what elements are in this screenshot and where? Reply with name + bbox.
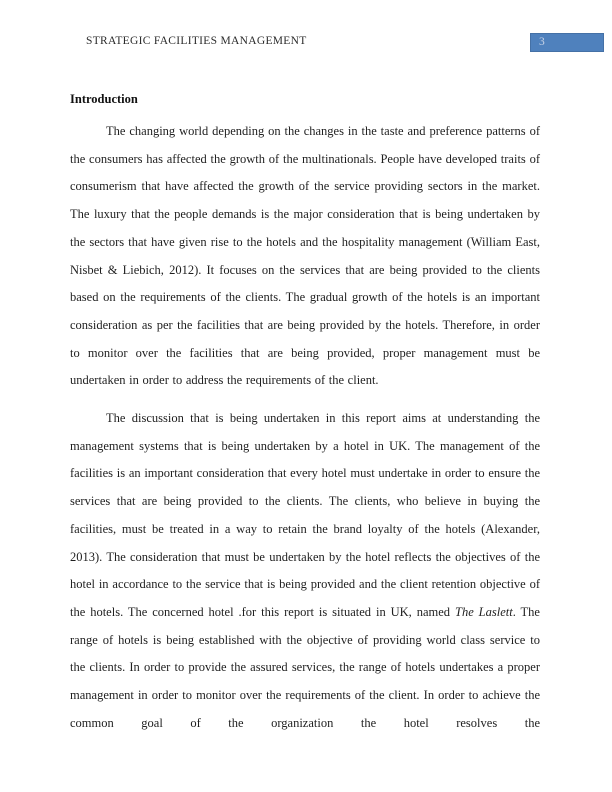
paragraph-2: [70, 405, 540, 737]
paragraph-1: The changing world depending on the changes in the taste and preference patterns of the consumers has affected the growth of the multinationals. People have developed traits of consumerism that have affected the growth of the service providing sectors in the market. The luxury that the people demands is the major consideration that is being undertaken by the sectors that have given rise to the hotels and the hospitality management (William East, Nisbet & Liebich, 2012). It focuses on the services that are being provided to the clients based on the requirements of the clients. The gradual growth of the hotels is an important consideration as per the facilities that are being provided by the hotels. Therefore, in order to monitor over the facilities that are being provided, proper management must be undertaken in order to address the requirements of the client.: [70, 124, 540, 388]
hotel-name-italic: The Laslett: [455, 604, 513, 619]
section-heading-introduction: Introduction: [70, 92, 138, 106]
document-body: [70, 89, 540, 747]
running-head: STRATEGIC FACILITIES MANAGEMENT: [86, 35, 307, 47]
page-number: 3: [539, 35, 545, 48]
paragraph-2-text: The discussion that is being undertaken in this report aims at understanding the management systems that is being undertaken by a hotel in UK. The management of the facilities is an important consideration that every hotel must undertake in order to ensure the services that are being provided to the clients. The clients, who believe in buying the facilities, must be treated in a way to retain the brand loyalty of the hotels (Alexander, 2013). The consideration that must be undertaken by the hotel reflects the objectives of the hotel in accordance to the service that is being provided and the client retention objective of the hotels. The concerned hotel .for this report is situated in UK, named: [70, 411, 540, 619]
page-number-badge: [530, 33, 604, 52]
paragraph-2-text-continued: . The range of hotels is being established with the objective of providing world class service to the clients. In order to provide the assured services, the range of hotels undertakes a proper management in order to monitor over the requirements of the client. In order to achieve the common goal of the organization the hotel resolves the: [70, 604, 540, 730]
